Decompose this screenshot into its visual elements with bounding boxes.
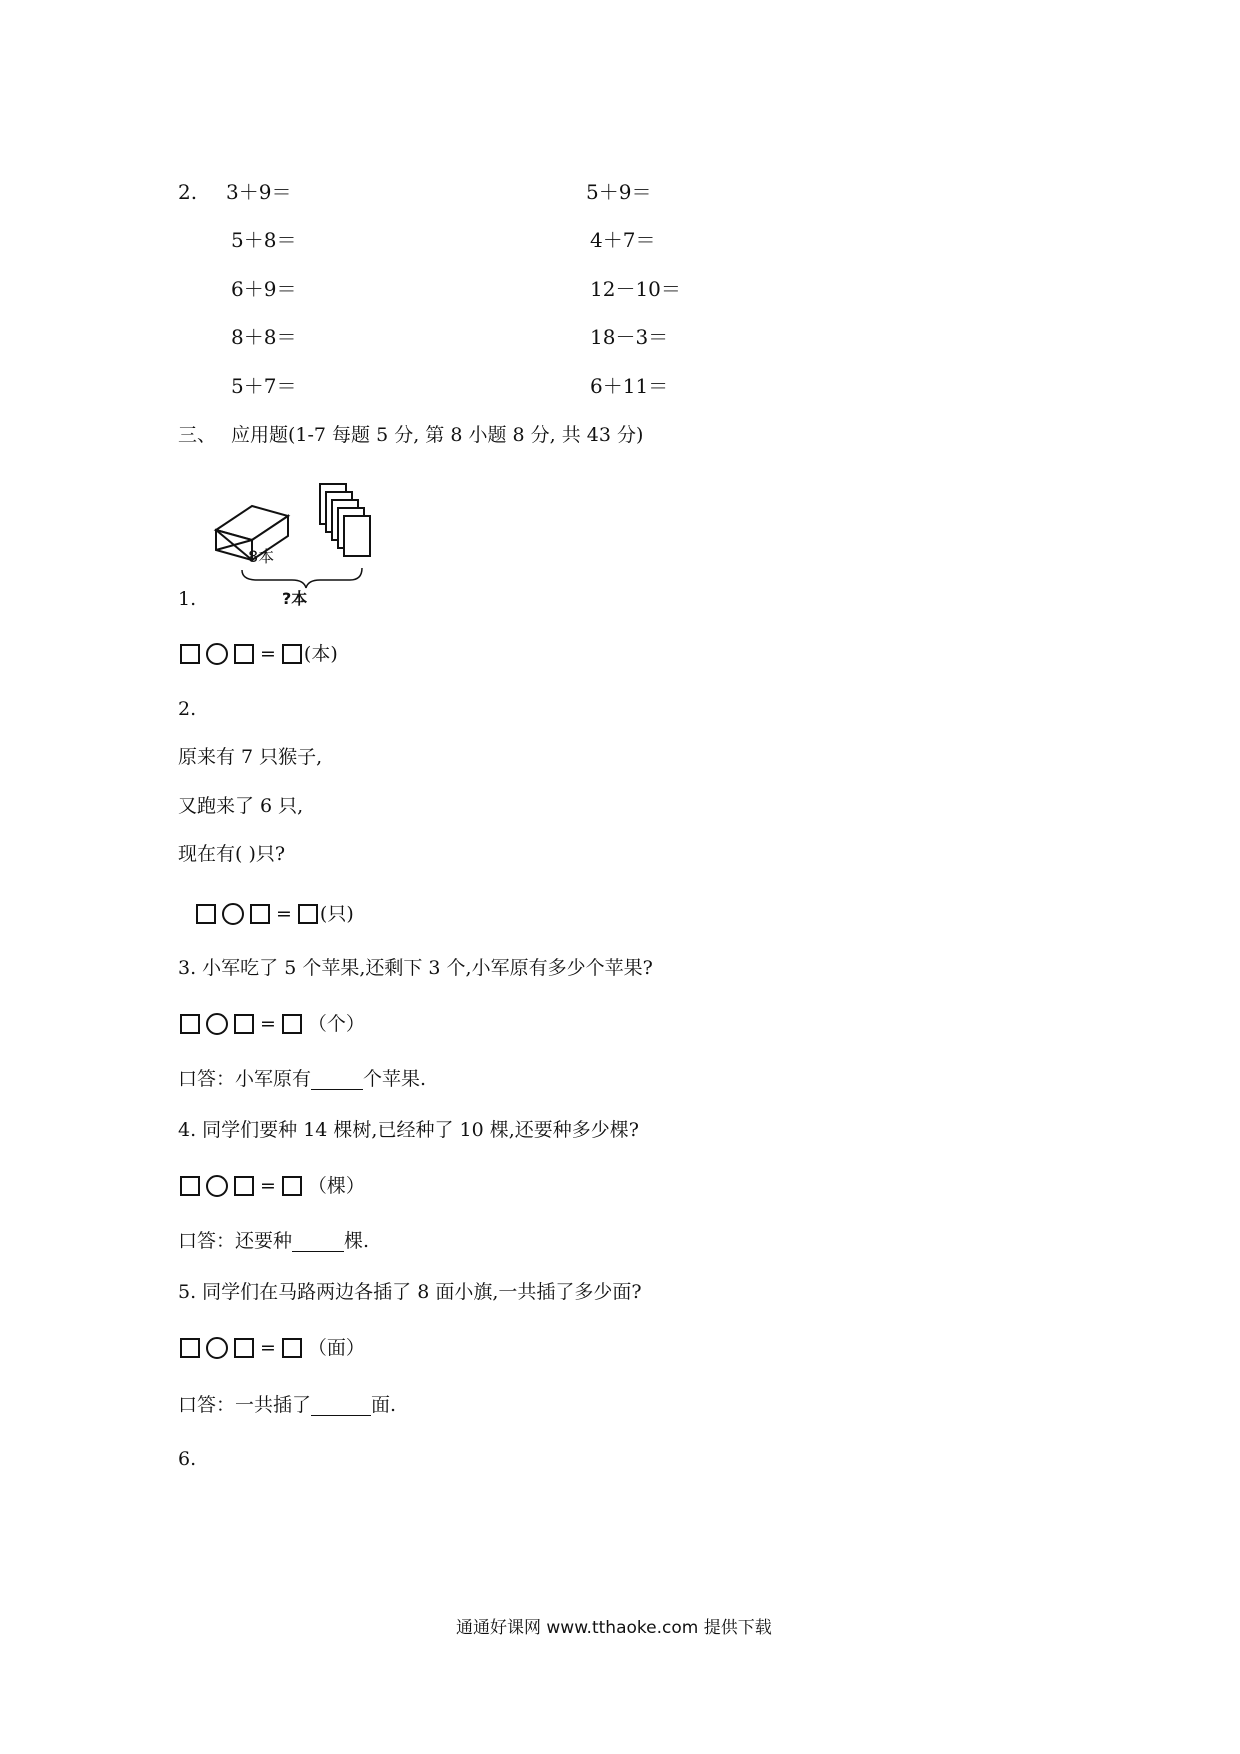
result-box[interactable] bbox=[298, 904, 318, 924]
section3-title: 应用题(1-7 每题 5 分, 第 8 小题 8 分, 共 43 分) bbox=[231, 424, 644, 446]
unit-label: （棵） bbox=[307, 1174, 365, 1197]
result-box[interactable] bbox=[282, 1014, 302, 1034]
q4-answer bbox=[178, 1232, 369, 1252]
answer-box[interactable] bbox=[250, 904, 270, 924]
q1-equation bbox=[180, 643, 338, 665]
q3-answer bbox=[178, 1070, 426, 1090]
q2-number: 2. bbox=[178, 698, 197, 720]
answer-suffix: 个苹果. bbox=[363, 1068, 427, 1090]
calc-right-1: 5＋9＝ bbox=[586, 180, 652, 204]
q5-text: 5. 同学们在马路两边各插了 8 面小旗,一共插了多少面? bbox=[178, 1281, 642, 1303]
calc-number: 2. bbox=[178, 180, 198, 204]
unit-label: （个） bbox=[307, 1012, 365, 1035]
operator-circle[interactable] bbox=[206, 1013, 228, 1035]
answer-box[interactable] bbox=[196, 904, 216, 924]
answer-box[interactable] bbox=[234, 1176, 254, 1196]
answer-blank[interactable] bbox=[311, 1396, 371, 1416]
result-box[interactable] bbox=[282, 1176, 302, 1196]
calc-right-4: 18－3＝ bbox=[590, 325, 669, 349]
q2-line-2: 又跑来了 6 只, bbox=[178, 795, 304, 817]
calc-right-5: 6＋11＝ bbox=[590, 374, 669, 398]
q3-text: 3. 小军吃了 5 个苹果,还剩下 3 个,小军原有多少个苹果? bbox=[178, 957, 653, 979]
q2-line-1: 原来有 7 只猴子, bbox=[178, 746, 323, 768]
unit-label: (只) bbox=[319, 902, 354, 925]
operator-circle[interactable] bbox=[206, 643, 228, 665]
unit-label: （面） bbox=[307, 1336, 365, 1359]
calc-left-2: 5＋8＝ bbox=[231, 228, 297, 252]
calc-left-4: 8＋8＝ bbox=[231, 325, 297, 349]
figure-total-label: ?本 bbox=[282, 589, 308, 608]
section3-number: 三、 bbox=[178, 424, 217, 446]
q5-equation bbox=[180, 1337, 365, 1359]
page-footer: 通通好课网 www.tthaoke.com 提供下载 bbox=[456, 1618, 772, 1638]
answer-prefix: 口答：小军原有 bbox=[178, 1068, 312, 1090]
answer-suffix: 棵. bbox=[344, 1230, 370, 1252]
answer-box[interactable] bbox=[234, 644, 254, 664]
answer-box[interactable] bbox=[180, 1176, 200, 1196]
q2-equation bbox=[196, 903, 354, 925]
q1-number: 1. bbox=[178, 588, 197, 610]
q6-number: 6. bbox=[178, 1448, 197, 1470]
operator-circle[interactable] bbox=[206, 1337, 228, 1359]
equals-sign: = bbox=[260, 1174, 276, 1197]
calc-left-3: 6＋9＝ bbox=[231, 277, 297, 301]
answer-prefix: 口答：一共插了 bbox=[178, 1394, 312, 1416]
equals-sign: = bbox=[276, 902, 292, 925]
q5-answer bbox=[178, 1396, 396, 1416]
result-box[interactable] bbox=[282, 644, 302, 664]
figure-known-label: 8本 bbox=[248, 547, 275, 566]
equals-sign: = bbox=[260, 1012, 276, 1035]
equals-sign: = bbox=[260, 642, 276, 665]
operator-circle[interactable] bbox=[222, 903, 244, 925]
answer-blank[interactable] bbox=[292, 1232, 344, 1252]
q4-text: 4. 同学们要种 14 棵树,已经种了 10 棵,还要种多少棵? bbox=[178, 1119, 639, 1141]
figure-brace bbox=[242, 568, 362, 588]
answer-box[interactable] bbox=[234, 1338, 254, 1358]
answer-box[interactable] bbox=[234, 1014, 254, 1034]
answer-box[interactable] bbox=[180, 1014, 200, 1034]
result-box[interactable] bbox=[282, 1338, 302, 1358]
q4-equation bbox=[180, 1175, 365, 1197]
calc-left-1: 3＋9＝ bbox=[226, 180, 292, 204]
equals-sign: = bbox=[260, 1336, 276, 1359]
answer-prefix: 口答：还要种 bbox=[178, 1230, 293, 1252]
single-books-icon bbox=[320, 484, 370, 556]
unit-label: (本) bbox=[303, 642, 338, 665]
q3-equation bbox=[180, 1013, 365, 1035]
q2-line-3: 现在有( )只? bbox=[178, 843, 286, 865]
books-figure bbox=[212, 478, 402, 608]
calc-left-5: 5＋7＝ bbox=[231, 374, 297, 398]
calc-right-3: 12－10＝ bbox=[590, 277, 681, 301]
answer-box[interactable] bbox=[180, 644, 200, 664]
calc-right-2: 4＋7＝ bbox=[590, 228, 656, 252]
answer-blank[interactable] bbox=[311, 1070, 363, 1090]
answer-box[interactable] bbox=[180, 1338, 200, 1358]
answer-suffix: 面. bbox=[371, 1394, 397, 1416]
operator-circle[interactable] bbox=[206, 1175, 228, 1197]
